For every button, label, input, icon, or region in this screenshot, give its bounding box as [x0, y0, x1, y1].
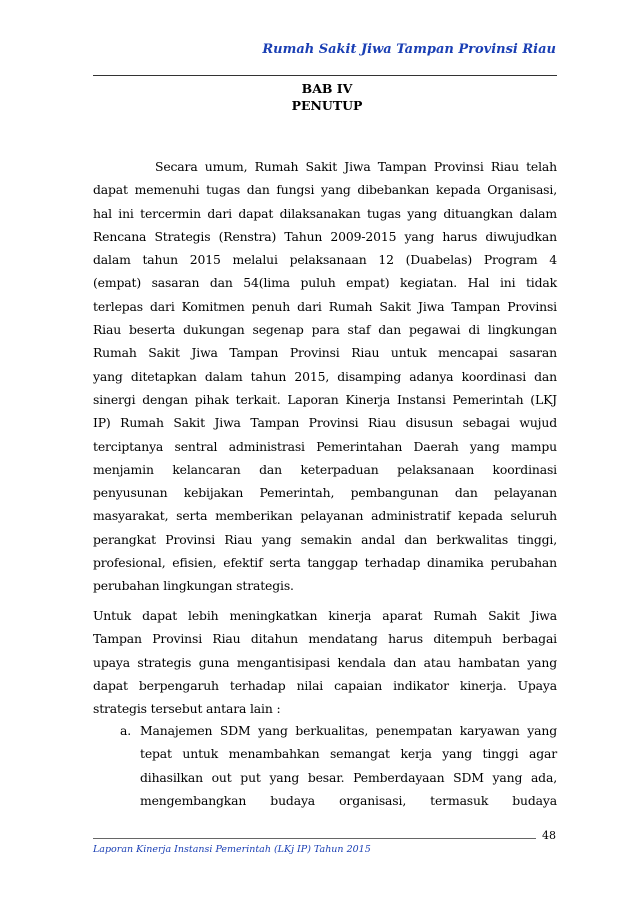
- paragraph-intro: [93, 155, 557, 598]
- text-line: Manajemen SDM yang berkualitas, penempatan karyawan yang: [140, 723, 557, 738]
- text-line: yang ditetapkan dalam tahun 2015, disamping adanya koordinasi dan: [93, 368, 557, 384]
- chapter-heading: [0, 80, 638, 114]
- paragraph-strategy: [93, 604, 557, 720]
- list-item-a: [120, 719, 557, 812]
- text-line: Untuk dapat lebih meningkatkan kinerja aparat Rumah Sakit Jiwa: [93, 608, 557, 623]
- text-line: hal ini tercermin dari dapat dilaksanakan tugas yang dituangkan dalam: [93, 205, 557, 221]
- running-footer-text: Laporan Kinerja Instansi Pemerintah (LKj IP) Tahun 2015: [93, 844, 371, 855]
- text-line: dapat memenuhi tugas dan fungsi yang dibebankan kepada Organisasi,: [93, 182, 557, 198]
- text-line: Rencana Strategis (Renstra) Tahun 2009-2015 yang harus diwujudkan: [93, 228, 557, 244]
- text-line: dapat berpengaruh terhadap nilai capaian indikator kinerja. Upaya: [93, 677, 557, 693]
- text-line: profesional, efisien, efektif serta tanggap terhadap dinamika perubahan: [93, 555, 557, 571]
- text-line: dalam tahun 2015 melalui pelaksanaan 12 (Duabelas) Program 4: [93, 252, 557, 268]
- chapter-title: PENUTUP: [291, 98, 363, 113]
- text-line: IP) Rumah Sakit Jiwa Tampan Provinsi Riau disusun sebagai wujud: [93, 415, 557, 431]
- chapter-number: BAB IV: [301, 81, 353, 96]
- text-line: tepat untuk menambahkan semangat kerja yang tinggi agar: [140, 746, 557, 762]
- text-line: Tampan Provinsi Riau ditahun mendatang harus ditempuh berbagai: [93, 631, 557, 647]
- text-line: penyusunan kebijakan Pemerintah, pembangunan dan pelayanan: [93, 485, 557, 501]
- text-line: strategis tersebut antara lain :: [93, 701, 281, 717]
- text-line: masyarakat, serta memberikan pelayanan administratif kepada seluruh: [93, 508, 557, 524]
- text-line: menjamin kelancaran dan keterpaduan pelaksanaan koordinasi: [93, 461, 557, 477]
- list-marker: a.: [120, 723, 132, 738]
- page-number: 48: [542, 829, 556, 842]
- running-header-title: Rumah Sakit Jiwa Tampan Provinsi Riau: [262, 42, 556, 57]
- text-line: Secara umum, Rumah Sakit Jiwa Tampan Provinsi Riau telah: [155, 159, 557, 174]
- text-line: terlepas dari Komitmen penuh dari Rumah Sakit Jiwa Tampan Provinsi: [93, 298, 557, 314]
- text-line: (empat) sasaran dan 54(lima puluh empat) kegiatan. Hal ini tidak: [93, 275, 557, 291]
- header-divider: [93, 75, 557, 76]
- text-line: mengembangkan budaya organisasi, termasuk budaya: [140, 792, 557, 808]
- text-line: perangkat Provinsi Riau yang semakin andal dan berkwalitas tinggi,: [93, 531, 557, 547]
- text-line: upaya strategis guna mengantisipasi kendala dan atau hambatan yang: [93, 654, 557, 670]
- text-line: terciptanya sentral administrasi Pemerintahan Daerah yang mampu: [93, 438, 557, 454]
- text-line: Rumah Sakit Jiwa Tampan Provinsi Riau untuk mencapai sasaran: [93, 345, 557, 361]
- footer-divider: [93, 838, 536, 839]
- text-line: dihasilkan out put yang besar. Pemberdayaan SDM yang ada,: [140, 769, 557, 785]
- text-line: perubahan lingkungan strategis.: [93, 578, 294, 594]
- text-line: sinergi dengan pihak terkait. Laporan Kinerja Instansi Pemerintah (LKJ: [93, 391, 557, 407]
- text-line: Riau beserta dukungan segenap para staf dan pegawai di lingkungan: [93, 322, 557, 338]
